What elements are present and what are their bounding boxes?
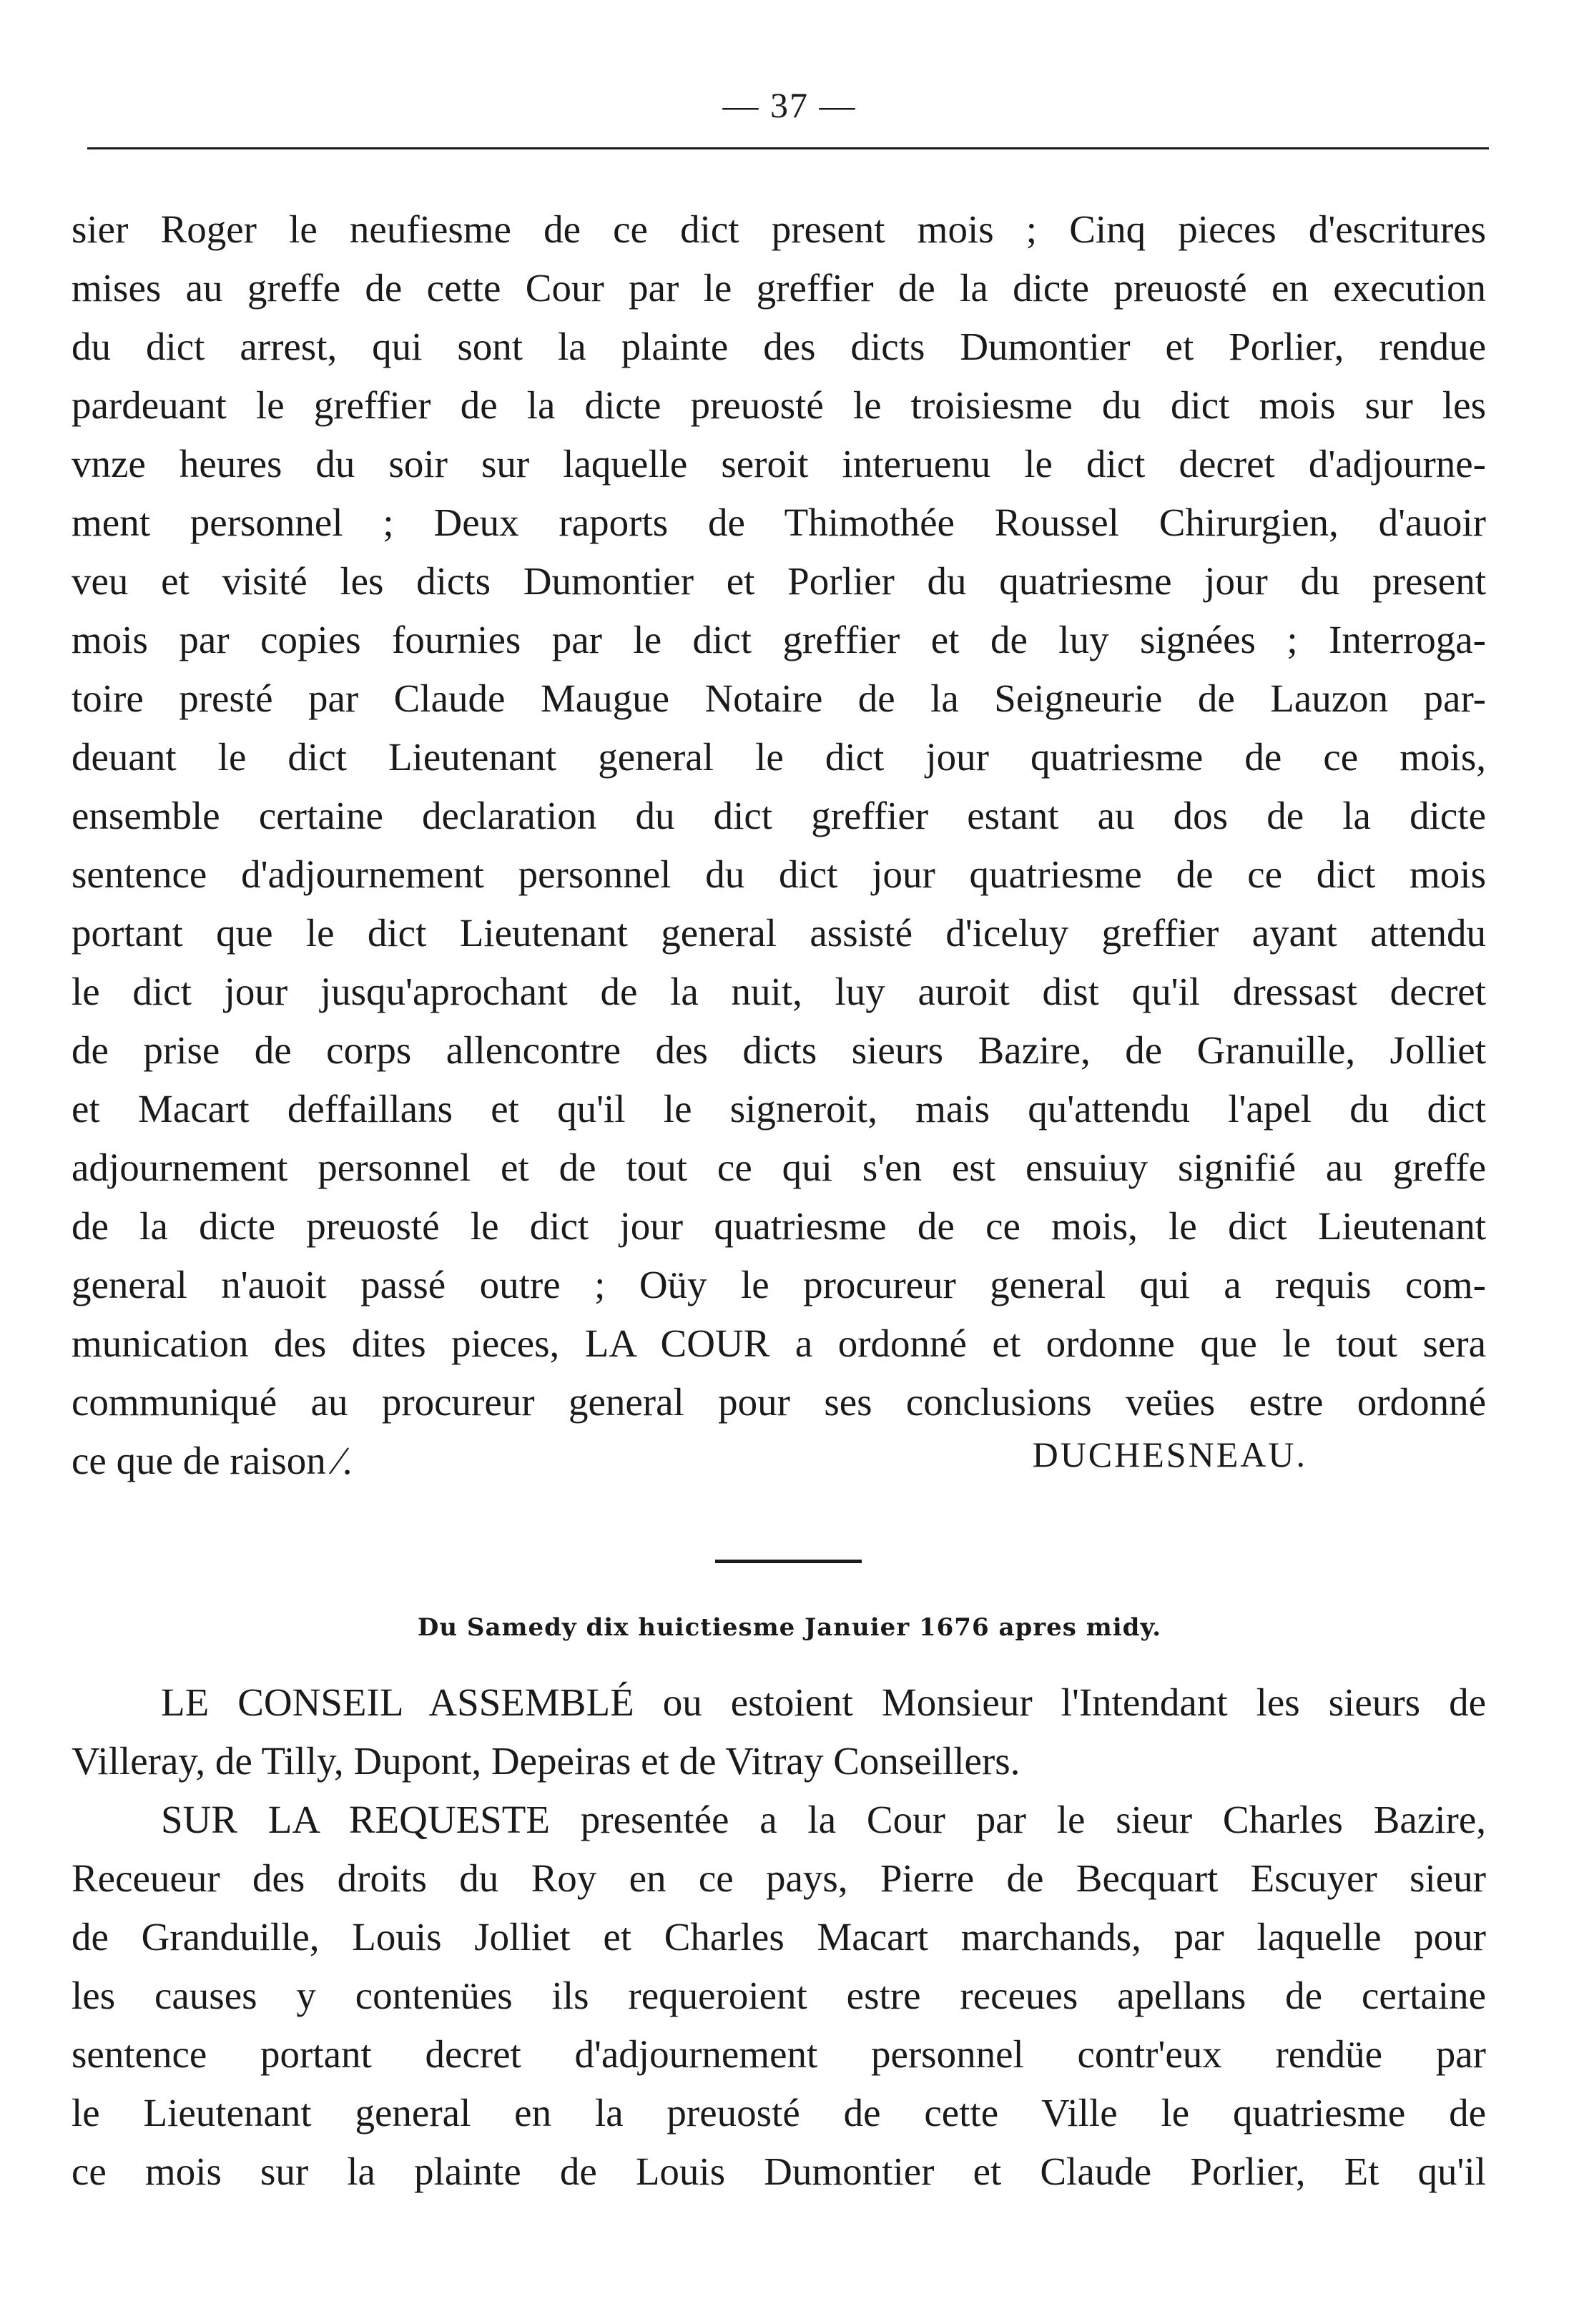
text-line: Villeray, de Tilly, Dupont, Depeiras et de Vitray Conseillers. bbox=[72, 1739, 1020, 1783]
text-line: sentence portant decret d'adjournement personnel contr'eux rendüe par bbox=[72, 2032, 1486, 2076]
text-line: sier Roger le neufiesme de ce dict present mois ; Cinq pieces d'escritures bbox=[72, 207, 1486, 251]
text-line: sentence d'adjournement personnel du dict jour quatriesme de ce dict mois bbox=[72, 852, 1486, 896]
text-line: portant que le dict Lieutenant general assisté d'iceluy greffier ayant attendu bbox=[72, 911, 1486, 955]
text-line: le Lieutenant general en la preuosté de cette Ville le quatriesme de bbox=[72, 2091, 1486, 2135]
text-line: vnze heures du soir sur laquelle seroit interuenu le dict decret d'adjourne- bbox=[72, 442, 1486, 486]
text-line: le dict jour jusqu'aprochant de la nuit, luy auroit dist qu'il dressast decret bbox=[72, 970, 1486, 1013]
decree-paragraph bbox=[72, 200, 1486, 1490]
text-line: veu et visité les dicts Dumontier et Porlier du quatriesme jour du present bbox=[72, 559, 1486, 603]
text-line: les causes y contenües ils requeroient estre receues apellans de certaine bbox=[72, 1974, 1486, 2017]
text-line: deuant le dict Lieutenant general le dict jour quatriesme de ce mois, bbox=[72, 735, 1486, 779]
text-line: ment personnel ; Deux raports de Thimothée Roussel Chirurgien, d'auoir bbox=[72, 501, 1486, 544]
text-line: de prise de corps allencontre des dicts sieurs Bazire, de Granuille, Jolliet bbox=[72, 1028, 1486, 1072]
text-line: mois par copies fournies par le dict greffier et de luy signées ; Interroga- bbox=[72, 618, 1486, 661]
text-line: de Granduille, Louis Jolliet et Charles Macart marchands, par laquelle pour bbox=[72, 1915, 1486, 1959]
text-line: SUR LA REQUESTE presentée a la Cour par le sieur Charles Bazire, bbox=[161, 1798, 1486, 1841]
text-line: de la dicte preuosté le dict jour quatriesme de ce mois, le dict Lieutenant bbox=[72, 1204, 1486, 1248]
text-line: pardeuant le greffier de la dicte preuosté le troisiesme du dict mois sur les bbox=[72, 383, 1486, 427]
text-line: du dict arrest, qui sont la plainte des dicts Dumontier et Porlier, rendue bbox=[72, 325, 1486, 368]
text-line: communiqué au procureur general pour ses conclusions veües estre ordonné bbox=[72, 1380, 1486, 1424]
text-line: ce mois sur la plainte de Louis Dumontier et Claude Porlier, Et qu'il bbox=[72, 2150, 1486, 2193]
text-line: LE CONSEIL ASSEMBLÉ ou estoient Monsieur l'Intendant les sieurs de bbox=[161, 1680, 1486, 1724]
signature: DUCHESNEAU. bbox=[1032, 1434, 1307, 1474]
text-line: et Macart deffaillans et qu'il le signeroit, mais qu'attendu l'apel du dict bbox=[72, 1087, 1486, 1131]
text-line: toire presté par Claude Maugue Notaire de la Seigneurie de Lauzon par- bbox=[72, 676, 1486, 720]
text-line: ce que de raison ⁄. bbox=[72, 1439, 353, 1482]
council-paragraph bbox=[72, 1673, 1486, 2201]
text-line: munication des dites pieces, LA COUR a ordonné et ordonne que le tout sera bbox=[72, 1321, 1486, 1365]
text-line: Receueur des droits du Roy en ce pays, Pierre de Becquart Escuyer sieur bbox=[72, 1856, 1486, 1900]
text-line: ensemble certaine declaration du dict greffier estant au dos de la dicte bbox=[72, 794, 1486, 837]
section-heading: Du Samedy dix huictiesme Januier 1676 apres midy. bbox=[417, 1613, 1162, 1642]
page-number: — 37 — bbox=[722, 85, 857, 125]
header-rule bbox=[87, 147, 1489, 149]
text-line: mises au greffe de cette Cour par le greffier de la dicte preuosté en execution bbox=[72, 266, 1486, 310]
text-line: general n'auoit passé outre ; Oüy le procureur general qui a requis com- bbox=[72, 1263, 1486, 1306]
section-divider bbox=[715, 1560, 862, 1563]
text-line: adjournement personnel et de tout ce qui s'en est ensuiuy signifié au greffe bbox=[72, 1146, 1486, 1189]
